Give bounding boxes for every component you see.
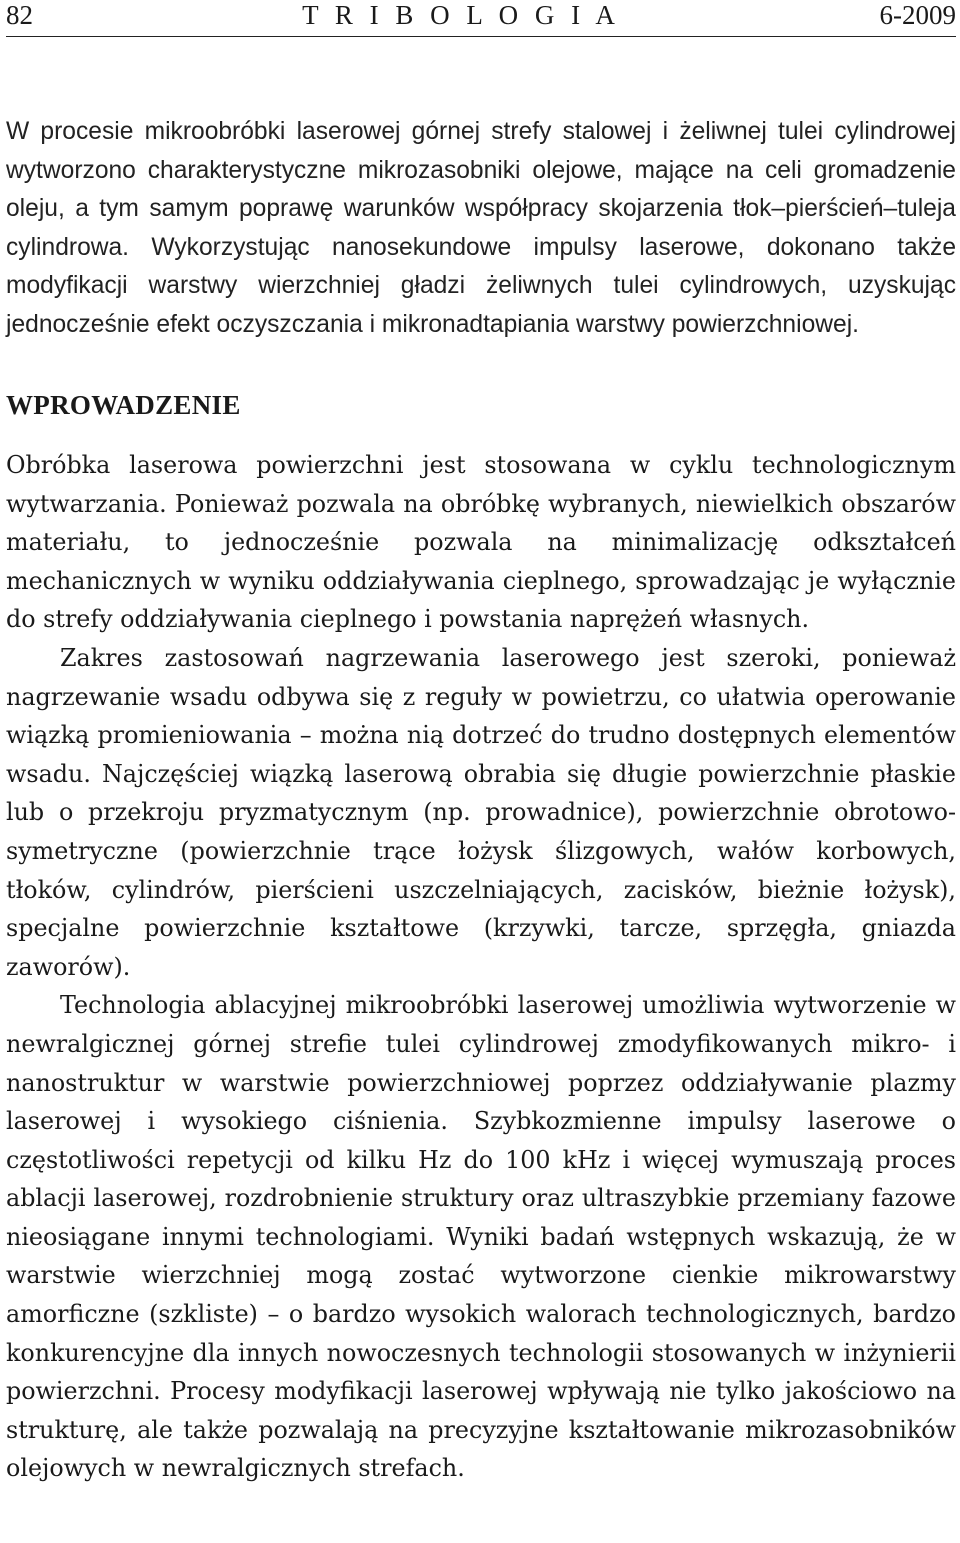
page-number: 82 <box>6 0 33 30</box>
body-paragraph: Zakres zastosowań nagrzewania laserowego jest szeroki, ponieważ nagrzewanie wsadu odbywa się z reguły w powietrzu, co ułatwia operowanie wiązką promieniowania – można nią dotrzeć do trudno dostępnych elementów wsadu. Najczęściej wiązką laserową obrabia się długie powierzchnie płaskie lub o przekroju pryzmatycznym (np. prowadnice), powierzchnie obrotowo-symetryczne (powierzchnie trące łożysk ślizgowych, wałów korbowych, tłoków, cylindrów, pierścieni uszczelniających, zacisków, bieżnie łożysk), specjalne powierzchnie kształtowe (krzywki, tarcze, sprzęgła, gniazda zaworów). <box>6 643 956 981</box>
body-paragraph: Obróbka laserowa powierzchni jest stosowana w cyklu technologicznym wytwarzania. Ponieważ pozwala na obróbkę wybranych, niewielkich obszarów materiału, to jednocześnie pozwala na minimalizację odkształceń mechanicznych w wyniku oddziaływania cieplnego, sprowadzając je wyłącznie do strefy oddziaływania cieplnego i powstania naprężeń własnych. <box>6 451 956 634</box>
running-header <box>6 0 956 37</box>
section-body <box>6 446 956 1488</box>
body-paragraph: Technologia ablacyjnej mikroobróbki laserowej umożliwia wytworzenie w newralgicznej górnej strefie tulei cylindrowej zmodyfikowanych mikro- i nanostruktur w warstwie powierzchniowej poprzez oddziaływanie plazmy laserowej i wysokiego ciśnienia. Szybkozmienne impulsy laserowe o częstotliwości repetycji od kilku Hz do 100 kHz i więcej wymuszają proces ablacji laserowej, rozdrobnienie struktury oraz ultraszybkie przemiany fazowe nieosiągane innymi technologiami. Wyniki badań wstępnych wskazują, że w warstwie wierzchniej mogą zostać wytworzone cienkie mikrowarstwy amorficzne (szkliste) – o bardzo wysokich walorach technologicznych, bardzo konkurencyjne dla innych nowoczesnych technologii stosowanych w inżynierii powierzchni. Procesy modyfikacji laserowej wpływają nie tylko jakościowo na strukturę, ale także pozwalają na precyzyjne kształtowanie mikrozasobników olejowych w newralgicznych strefach. <box>6 991 956 1483</box>
abstract-paragraph: W procesie mikroobróbki laserowej górnej strefy stalowej i żeliwnej tulei cylindrowej wytworzono charakterystyczne mikrozasobniki olejowe, mające na celi gromadzenie oleju, a tym samym poprawę warunków współpracy skojarzenia tłok–pierścień–tuleja cylindrowa. Wykorzystując nanosekundowe impulsy laserowe, dokonano także modyfikacji warstwy wierzchniej gładzi żeliwnych tulei cylindrowych, uzyskując jednocześnie efekt oczyszczania i mikronadtapiania warstwy powierzchniowej. <box>6 118 956 338</box>
document-page <box>6 0 956 1488</box>
journal-title: T R I B O L O G I A <box>302 0 620 30</box>
section-heading: WPROWADZENIE <box>6 390 241 420</box>
issue-number: 6-2009 <box>879 0 956 30</box>
